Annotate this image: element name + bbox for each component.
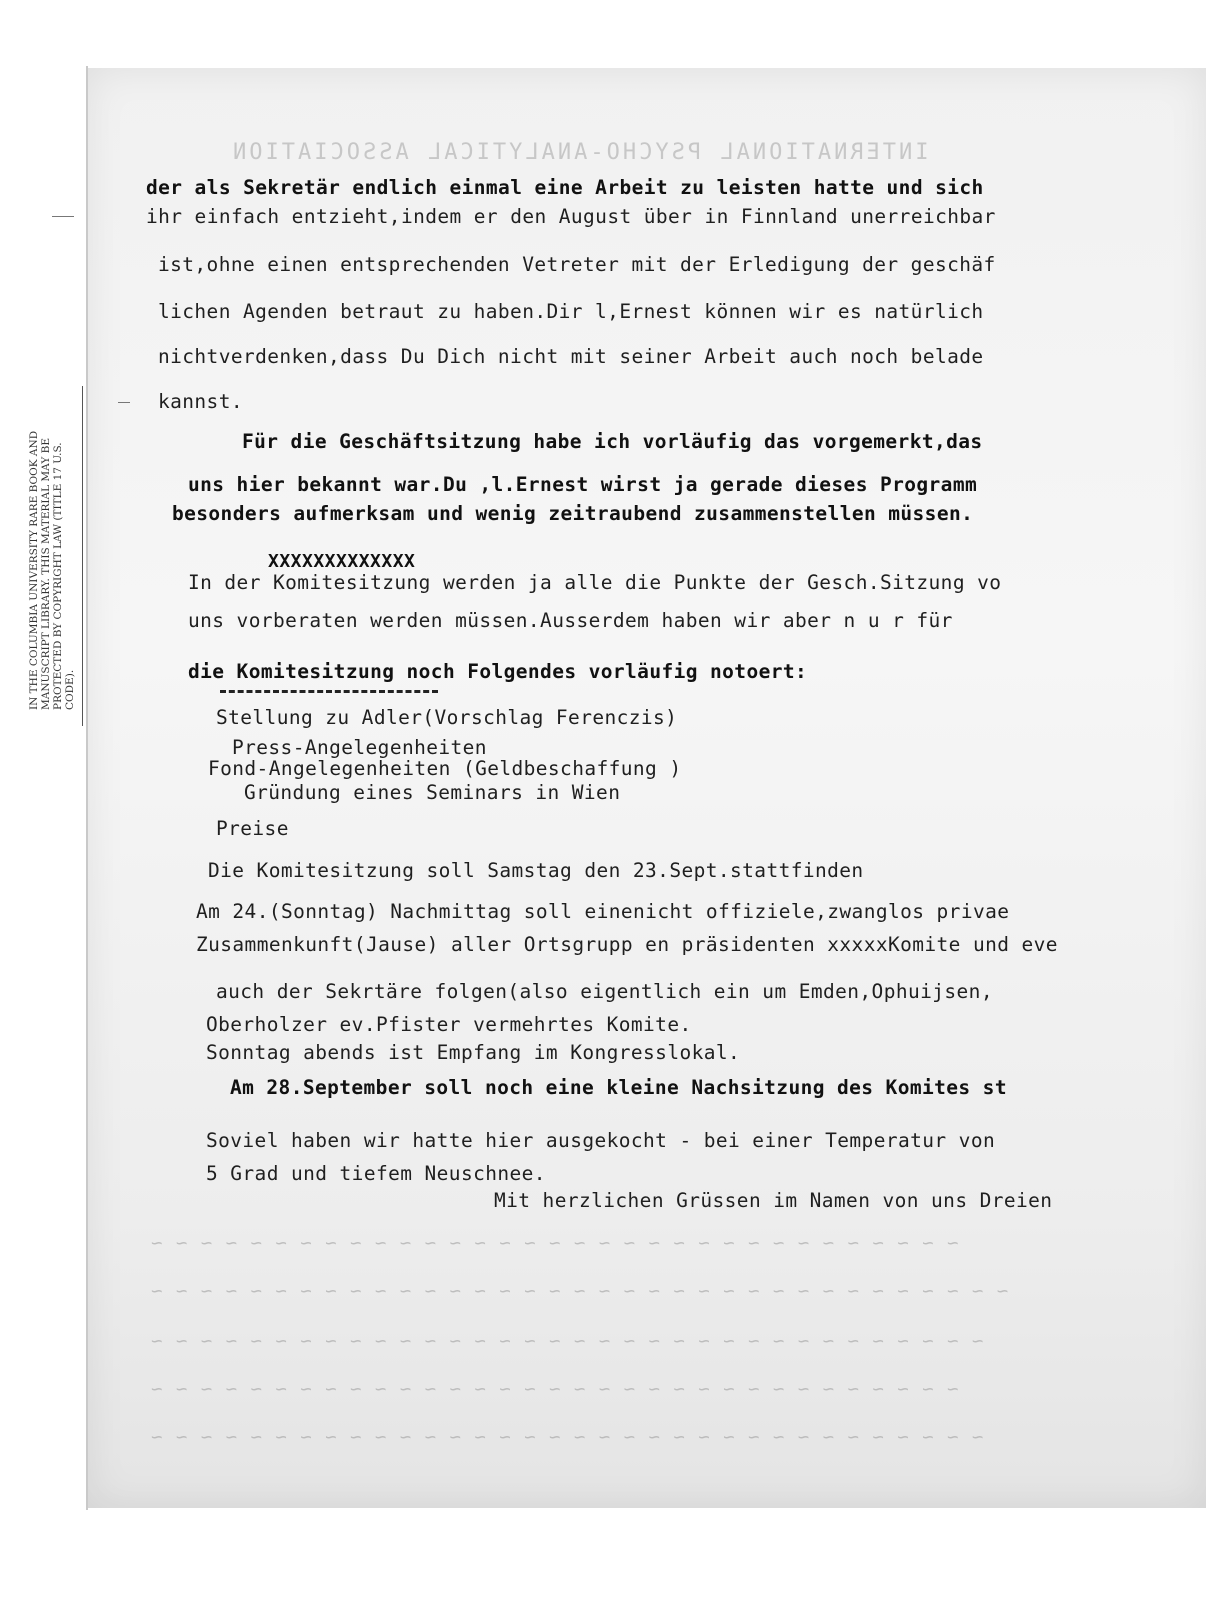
paper-edge [86,66,88,1510]
body-line: besonders aufmerksam und wenig zeitraubend zusammenstellen müssen. [172,502,974,525]
body-line: ist,ohne einen entsprechenden Vetreter mit der Erledigung der geschäf [158,253,996,276]
agenda-item: Fond-Angelegenheiten (Geldbeschaffung ) [208,757,682,780]
body-line: Soviel haben wir hatte hier ausgekocht - bei einer Temperatur von [206,1129,996,1152]
letterhead: INTERNATIONAL PSYCHO-ANALYTICAL ASSOCIATION [230,140,929,165]
margin-mark [52,216,74,217]
body-line: Am 24.(Sonntag) Nachmittag soll einenicht offiziele,zwanglos privae [196,900,1010,923]
margin-mark [118,402,130,403]
body-line: Am 28.September soll noch eine kleine Nachsitzung des Komites st [230,1076,1007,1099]
copyright-line: IN THE COLUMBIA UNIVERSITY RARE BOOK AND [28,430,40,710]
bleed-through-text: ~ ~ ~ ~ ~ ~ ~ ~ ~ ~ ~ ~ ~ ~ ~ ~ ~ ~ ~ ~ ~ ~ ~ ~ ~ ~ ~ ~ ~ ~ ~ ~ ~ ~ [150,1330,984,1352]
body-line: Die Komitesitzung soll Samstag den 23.Sept.stattfinden [208,859,864,882]
closing-line: Mit herzlichen Grüssen im Namen von uns Dreien [494,1189,1053,1212]
body-line: nichtverdenken,dass Du Dich nicht mit seiner Arbeit auch noch belade [158,345,984,368]
copyright-line: MANUSCRIPT LIBRARY. THIS MATERIAL MAY BE [40,438,52,710]
body-line: uns hier bekannt war.Du ,l.Ernest wirst ja gerade dieses Programm [188,473,978,496]
bleed-through-text: ~ ~ ~ ~ ~ ~ ~ ~ ~ ~ ~ ~ ~ ~ ~ ~ ~ ~ ~ ~ ~ ~ ~ ~ ~ ~ ~ ~ ~ ~ ~ ~ ~ ~ ~ [150,1280,1009,1302]
body-line: ihr einfach entzieht,indem er den August über in Finnland unerreichbar [146,205,996,228]
body-line: uns vorberaten werden müssen.Ausserdem haben wir aber n u r für [188,609,953,632]
body-line: In der Komitesitzung werden ja alle die Punkte der Gesch.Sitzung vo [188,571,1002,594]
body-line: Sonntag abends ist Empfang im Kongresslokal. [206,1041,741,1064]
body-line: Zusammenkunft(Jause) aller Ortsgrupp en präsidenten xxxxxKomite und eve [196,933,1058,956]
body-line: Oberholzer ev.Pfister vermehrtes Komite. [206,1013,692,1036]
body-line: der als Sekretär endlich einmal eine Arbeit zu leisten hatte und sich [146,176,984,199]
body-line: Für die Geschäftsitzung habe ich vorläufig das vorgemerkt,das [242,430,983,453]
copyright-notice [28,380,76,710]
body-line: auch der Sekrtäre folgen(also eigentlich ein um Emden,Ophuijsen, [216,980,993,1003]
agenda-item: Stellung zu Adler(Vorschlag Ferenczis) [216,706,678,729]
copyright-rule [82,386,83,726]
agenda-item: Gründung eines Seminars in Wien [244,781,621,804]
body-line: lichen Agenden betraut zu haben.Dir l,Ernest können wir es natürlich [158,300,984,323]
copyright-line: PROTECTED BY COPYRIGHT LAW (TITLE 17 U.S. [52,442,64,710]
body-line: 5 Grad und tiefem Neuschnee. [206,1162,546,1185]
bleed-through-text: ~ ~ ~ ~ ~ ~ ~ ~ ~ ~ ~ ~ ~ ~ ~ ~ ~ ~ ~ ~ ~ ~ ~ ~ ~ ~ ~ ~ ~ ~ ~ ~ ~ ~ [150,1426,984,1448]
bleed-through-text: ~ ~ ~ ~ ~ ~ ~ ~ ~ ~ ~ ~ ~ ~ ~ ~ ~ ~ ~ ~ ~ ~ ~ ~ ~ ~ ~ ~ ~ ~ ~ ~ ~ [150,1378,959,1400]
struck-out-text: XXXXXXXXXXXXX [268,551,416,572]
bleed-through-text: ~ ~ ~ ~ ~ ~ ~ ~ ~ ~ ~ ~ ~ ~ ~ ~ ~ ~ ~ ~ ~ ~ ~ ~ ~ ~ ~ ~ ~ ~ ~ ~ ~ [150,1232,959,1254]
agenda-item: Preise [216,817,289,840]
dashed-rule [220,690,438,693]
body-line: kannst. [158,390,243,413]
copyright-line: CODE). [64,669,76,710]
agenda-item: Press-Angelegenheiten [232,736,487,759]
body-line: die Komitesitzung noch Folgendes vorläufig notoert: [188,660,808,683]
